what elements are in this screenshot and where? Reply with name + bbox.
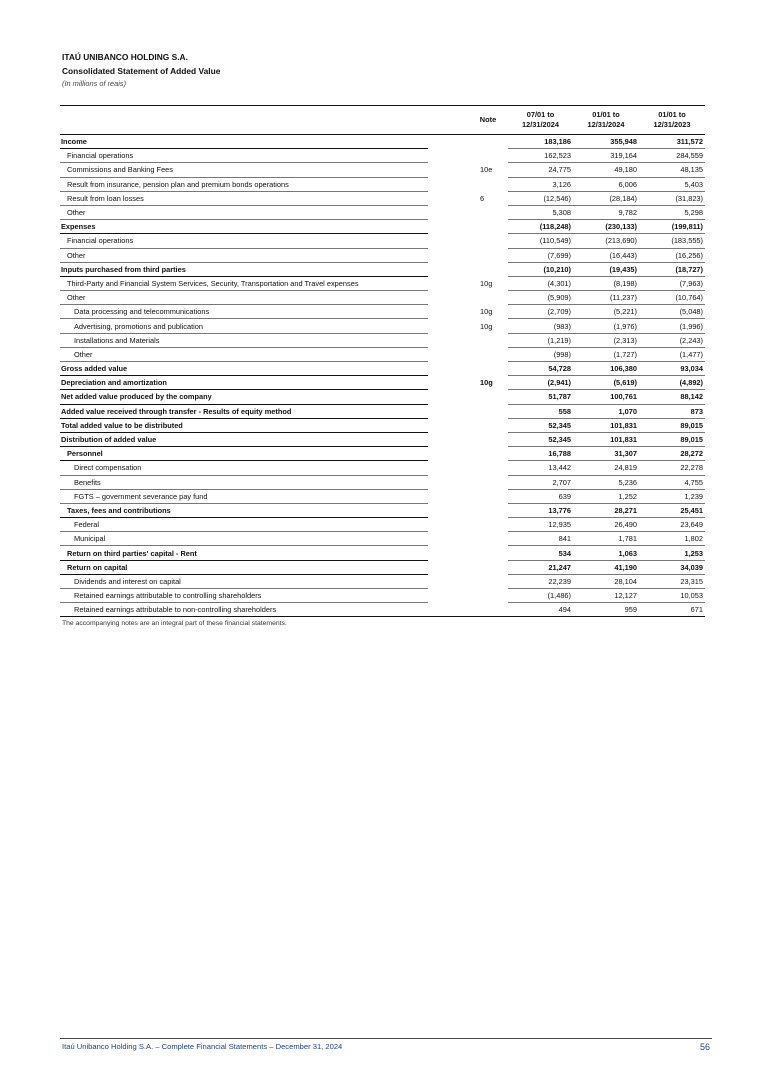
row-label: FGTS – government severance pay fund bbox=[60, 489, 428, 503]
row-note: 10e bbox=[480, 165, 493, 175]
row-value-2024: 9,782 bbox=[573, 205, 639, 219]
header-label-cell bbox=[60, 106, 428, 135]
row-value-2024: (1,727) bbox=[573, 347, 639, 361]
row-label: Return on capital bbox=[60, 560, 428, 574]
row-gap-cell bbox=[428, 560, 468, 574]
row-value-2024: 12,127 bbox=[573, 589, 639, 603]
document-header bbox=[62, 51, 220, 90]
row-gap-cell bbox=[428, 390, 468, 404]
row-label: Dividends and interest on capital bbox=[60, 574, 428, 588]
row-note bbox=[468, 546, 508, 560]
row-value-h2-2024: 494 bbox=[508, 603, 573, 617]
row-value-2023: 23,315 bbox=[639, 574, 705, 588]
row-gap-cell bbox=[428, 319, 468, 333]
row-value-2024: (28,184) bbox=[573, 191, 639, 205]
table-row bbox=[60, 234, 705, 248]
row-value-2023: 311,572 bbox=[639, 135, 705, 149]
row-note bbox=[468, 432, 508, 446]
row-value-2023: 1,239 bbox=[639, 489, 705, 503]
row-gap-cell bbox=[428, 262, 468, 276]
row-note: 10g bbox=[480, 278, 493, 288]
units-note: (In millions of reais) bbox=[62, 79, 127, 88]
row-gap-cell bbox=[428, 503, 468, 517]
row-value-h2-2024: (1,219) bbox=[508, 333, 573, 347]
row-gap-cell bbox=[428, 305, 468, 319]
row-value-2024: 101,831 bbox=[573, 418, 639, 432]
row-note: 10g bbox=[480, 378, 493, 388]
row-note bbox=[468, 503, 508, 517]
table-row bbox=[60, 447, 705, 461]
row-label: Inputs purchased from third parties bbox=[60, 262, 428, 276]
row-note bbox=[468, 333, 508, 347]
table-row bbox=[60, 461, 705, 475]
table-row bbox=[60, 262, 705, 276]
row-gap-cell bbox=[428, 589, 468, 603]
row-note bbox=[468, 461, 508, 475]
row-note bbox=[468, 418, 508, 432]
row-value-h2-2024: 16,788 bbox=[508, 447, 573, 461]
row-value-h2-2024: 841 bbox=[508, 532, 573, 546]
table-row bbox=[60, 276, 705, 290]
row-value-2024: 41,190 bbox=[573, 560, 639, 574]
table-row bbox=[60, 603, 705, 617]
row-value-2023: (7,963) bbox=[639, 276, 705, 290]
row-value-2024: 6,006 bbox=[573, 177, 639, 191]
table-row bbox=[60, 362, 705, 376]
row-note bbox=[468, 135, 508, 149]
row-value-2024: (5,619) bbox=[573, 376, 639, 390]
row-label: Gross added value bbox=[60, 362, 428, 376]
row-value-2024: 5,236 bbox=[573, 475, 639, 489]
row-gap-cell bbox=[428, 475, 468, 489]
row-gap-cell bbox=[428, 432, 468, 446]
row-value-h2-2024: 5,308 bbox=[508, 205, 573, 219]
row-value-h2-2024: 13,776 bbox=[508, 503, 573, 517]
header-note: Note bbox=[468, 106, 508, 135]
row-value-h2-2024: (1,486) bbox=[508, 589, 573, 603]
row-note bbox=[468, 220, 508, 234]
row-note bbox=[468, 404, 508, 418]
page-number: 56 bbox=[699, 1042, 710, 1052]
row-note bbox=[468, 390, 508, 404]
row-label: Personnel bbox=[60, 447, 428, 461]
row-value-2023: 25,451 bbox=[639, 503, 705, 517]
header-period-2023-line1: 01/01 to bbox=[658, 110, 686, 119]
row-value-2024: 1,781 bbox=[573, 532, 639, 546]
row-value-2024: (5,221) bbox=[573, 305, 639, 319]
row-value-2023: 5,403 bbox=[639, 177, 705, 191]
row-value-h2-2024: (998) bbox=[508, 347, 573, 361]
row-value-2023: 23,649 bbox=[639, 518, 705, 532]
row-value-h2-2024: 52,345 bbox=[508, 418, 573, 432]
table-body bbox=[60, 135, 705, 617]
company-name: ITAÚ UNIBANCO HOLDING S.A. bbox=[62, 52, 188, 62]
row-label: Distribution of added value bbox=[60, 432, 428, 446]
row-value-2024: (2,313) bbox=[573, 333, 639, 347]
row-gap-cell bbox=[428, 518, 468, 532]
header-period-h2-2024-line2: 12/31/2024 bbox=[522, 120, 559, 129]
row-value-2024: 106,380 bbox=[573, 362, 639, 376]
table-row bbox=[60, 163, 705, 177]
row-label: Net added value produced by the company bbox=[60, 390, 428, 404]
table-row bbox=[60, 475, 705, 489]
row-label: Other bbox=[60, 248, 428, 262]
row-value-h2-2024: (5,909) bbox=[508, 291, 573, 305]
row-gap-cell bbox=[428, 276, 468, 290]
row-note: 6 bbox=[480, 193, 485, 203]
row-value-h2-2024: 639 bbox=[508, 489, 573, 503]
header-gap-cell bbox=[428, 106, 468, 135]
row-value-h2-2024: (7,699) bbox=[508, 248, 573, 262]
row-label: Other bbox=[60, 205, 428, 219]
row-gap-cell bbox=[428, 248, 468, 262]
row-value-2024: 31,307 bbox=[573, 447, 639, 461]
row-gap-cell bbox=[428, 220, 468, 234]
table-row bbox=[60, 532, 705, 546]
row-label: Commissions and Banking Fees bbox=[60, 163, 428, 177]
row-gap-cell bbox=[428, 362, 468, 376]
row-note bbox=[468, 532, 508, 546]
table-row bbox=[60, 205, 705, 219]
row-value-2023: 4,755 bbox=[639, 475, 705, 489]
row-label: Benefits bbox=[60, 475, 428, 489]
row-value-2023: (10,764) bbox=[639, 291, 705, 305]
row-gap-cell bbox=[428, 603, 468, 617]
row-value-2023: 48,135 bbox=[639, 163, 705, 177]
row-value-h2-2024: 52,345 bbox=[508, 432, 573, 446]
table-row bbox=[60, 489, 705, 503]
table-row bbox=[60, 305, 705, 319]
row-label: Taxes, fees and contributions bbox=[60, 503, 428, 517]
header-period-2024-line1: 01/01 to bbox=[592, 110, 620, 119]
row-value-2023: 1,802 bbox=[639, 532, 705, 546]
row-label: Retained earnings attributable to non-controlling shareholders bbox=[60, 603, 428, 617]
row-value-2024: 319,164 bbox=[573, 149, 639, 163]
row-value-h2-2024: 51,787 bbox=[508, 390, 573, 404]
row-value-2023: 1,253 bbox=[639, 546, 705, 560]
row-value-2023: (16,256) bbox=[639, 248, 705, 262]
added-value-table-wrapper bbox=[60, 105, 705, 617]
row-value-h2-2024: (2,941) bbox=[508, 376, 573, 390]
row-value-2024: 28,271 bbox=[573, 503, 639, 517]
row-value-2023: 34,039 bbox=[639, 560, 705, 574]
row-note bbox=[468, 149, 508, 163]
table-row bbox=[60, 248, 705, 262]
row-value-2023: (2,243) bbox=[639, 333, 705, 347]
row-gap-cell bbox=[428, 333, 468, 347]
row-gap-cell bbox=[428, 135, 468, 149]
row-value-2024: (230,133) bbox=[573, 220, 639, 234]
row-value-2024: 49,180 bbox=[573, 163, 639, 177]
row-gap-cell bbox=[428, 177, 468, 191]
row-value-2023: 5,298 bbox=[639, 205, 705, 219]
row-gap-cell bbox=[428, 376, 468, 390]
row-gap-cell bbox=[428, 447, 468, 461]
header-period-2024-line2: 12/31/2024 bbox=[587, 120, 625, 129]
table-row bbox=[60, 503, 705, 517]
row-gap-cell bbox=[428, 574, 468, 588]
row-label: Retained earnings attributable to controlling shareholders bbox=[60, 589, 428, 603]
row-label: Municipal bbox=[60, 532, 428, 546]
row-value-2023: 89,015 bbox=[639, 432, 705, 446]
row-gap-cell bbox=[428, 404, 468, 418]
footnote: The accompanying notes are an integral part of these financial statements. bbox=[62, 620, 287, 627]
row-note bbox=[468, 234, 508, 248]
row-value-2023: 873 bbox=[639, 404, 705, 418]
table-row bbox=[60, 518, 705, 532]
row-label: Expenses bbox=[60, 220, 428, 234]
row-gap-cell bbox=[428, 205, 468, 219]
row-gap-cell bbox=[428, 163, 468, 177]
table-row bbox=[60, 347, 705, 361]
row-value-2024: 959 bbox=[573, 603, 639, 617]
row-label: Other bbox=[60, 291, 428, 305]
row-note bbox=[468, 262, 508, 276]
row-value-2023: 93,034 bbox=[639, 362, 705, 376]
row-gap-cell bbox=[428, 347, 468, 361]
table-row bbox=[60, 432, 705, 446]
row-note bbox=[468, 518, 508, 532]
row-value-2023: (5,048) bbox=[639, 305, 705, 319]
row-value-h2-2024: 558 bbox=[508, 404, 573, 418]
row-value-h2-2024: 534 bbox=[508, 546, 573, 560]
table-row bbox=[60, 177, 705, 191]
row-value-2023: (1,477) bbox=[639, 347, 705, 361]
row-value-2024: 1,063 bbox=[573, 546, 639, 560]
row-note bbox=[468, 489, 508, 503]
row-note bbox=[468, 560, 508, 574]
statement-title: Consolidated Statement of Added Value bbox=[62, 66, 221, 76]
row-value-2024: 28,104 bbox=[573, 574, 639, 588]
row-label: Federal bbox=[60, 518, 428, 532]
header-period-2023 bbox=[639, 106, 705, 135]
row-label: Financial operations bbox=[60, 149, 428, 163]
table-row bbox=[60, 589, 705, 603]
row-value-h2-2024: (4,301) bbox=[508, 276, 573, 290]
header-period-2023-line2: 12/31/2023 bbox=[653, 120, 691, 129]
table-row bbox=[60, 149, 705, 163]
row-note bbox=[468, 574, 508, 588]
row-value-2024: 101,831 bbox=[573, 432, 639, 446]
row-value-h2-2024: 2,707 bbox=[508, 475, 573, 489]
row-note bbox=[468, 475, 508, 489]
row-note bbox=[468, 177, 508, 191]
row-value-2023: 88,142 bbox=[639, 390, 705, 404]
row-value-2024: 1,252 bbox=[573, 489, 639, 503]
row-note bbox=[468, 291, 508, 305]
row-value-2024: (1,976) bbox=[573, 319, 639, 333]
added-value-table bbox=[60, 105, 705, 617]
table-row bbox=[60, 418, 705, 432]
row-label: Advertising, promotions and publication bbox=[60, 319, 428, 333]
row-value-h2-2024: (12,546) bbox=[508, 191, 573, 205]
row-label: Third-Party and Financial System Services, Security, Transportation and Travel expenses bbox=[60, 276, 428, 290]
table-row bbox=[60, 546, 705, 560]
row-label: Installations and Materials bbox=[60, 333, 428, 347]
row-label: Total added value to be distributed bbox=[60, 418, 428, 432]
table-row bbox=[60, 220, 705, 234]
row-value-h2-2024: 22,239 bbox=[508, 574, 573, 588]
row-value-h2-2024: 21,247 bbox=[508, 560, 573, 574]
row-gap-cell bbox=[428, 191, 468, 205]
row-gap-cell bbox=[428, 532, 468, 546]
row-note bbox=[468, 589, 508, 603]
row-value-2024: (19,435) bbox=[573, 262, 639, 276]
row-label: Added value received through transfer - Results of equity method bbox=[60, 404, 428, 418]
row-label: Return on third parties' capital - Rent bbox=[60, 546, 428, 560]
row-value-2024: (8,198) bbox=[573, 276, 639, 290]
row-gap-cell bbox=[428, 461, 468, 475]
row-gap-cell bbox=[428, 234, 468, 248]
row-value-2023: 10,053 bbox=[639, 589, 705, 603]
table-row bbox=[60, 376, 705, 390]
table-row bbox=[60, 560, 705, 574]
row-value-2023: (4,892) bbox=[639, 376, 705, 390]
table-row bbox=[60, 404, 705, 418]
row-gap-cell bbox=[428, 149, 468, 163]
row-value-h2-2024: (118,248) bbox=[508, 220, 573, 234]
row-value-2023: (183,555) bbox=[639, 234, 705, 248]
row-value-2024: 100,761 bbox=[573, 390, 639, 404]
header-period-h2-2024 bbox=[508, 106, 573, 135]
row-gap-cell bbox=[428, 489, 468, 503]
row-value-2023: 284,559 bbox=[639, 149, 705, 163]
row-value-2023: (199,811) bbox=[639, 220, 705, 234]
header-period-2024 bbox=[573, 106, 639, 135]
row-value-2023: (31,823) bbox=[639, 191, 705, 205]
table-row bbox=[60, 574, 705, 588]
row-value-2023: 28,272 bbox=[639, 447, 705, 461]
table-row bbox=[60, 319, 705, 333]
row-gap-cell bbox=[428, 546, 468, 560]
table-row bbox=[60, 390, 705, 404]
row-label: Data processing and telecommunications bbox=[60, 305, 428, 319]
table-row bbox=[60, 135, 705, 149]
row-value-h2-2024: 54,728 bbox=[508, 362, 573, 376]
row-value-2024: 1,070 bbox=[573, 404, 639, 418]
row-value-2023: 89,015 bbox=[639, 418, 705, 432]
row-gap-cell bbox=[428, 418, 468, 432]
header-period-h2-2024-line1: 07/01 to bbox=[526, 110, 555, 119]
row-value-h2-2024: (110,549) bbox=[508, 234, 573, 248]
row-value-h2-2024: 12,935 bbox=[508, 518, 573, 532]
table-header bbox=[60, 106, 705, 135]
row-value-2024: 24,819 bbox=[573, 461, 639, 475]
row-note: 10g bbox=[480, 321, 493, 331]
row-label: Financial operations bbox=[60, 234, 428, 248]
row-note bbox=[468, 447, 508, 461]
row-value-2024: (16,443) bbox=[573, 248, 639, 262]
table-row bbox=[60, 191, 705, 205]
row-label: Depreciation and amortization bbox=[60, 376, 428, 390]
row-note bbox=[468, 205, 508, 219]
row-value-2023: 671 bbox=[639, 603, 705, 617]
row-value-2023: (18,727) bbox=[639, 262, 705, 276]
row-gap-cell bbox=[428, 291, 468, 305]
row-value-2024: (213,690) bbox=[573, 234, 639, 248]
row-value-2023: (1,996) bbox=[639, 319, 705, 333]
table-row bbox=[60, 291, 705, 305]
row-value-h2-2024: 13,442 bbox=[508, 461, 573, 475]
row-label: Income bbox=[60, 135, 428, 149]
footer-divider bbox=[60, 1038, 712, 1039]
table-row bbox=[60, 333, 705, 347]
row-value-h2-2024: (983) bbox=[508, 319, 573, 333]
row-value-h2-2024: 3,126 bbox=[508, 177, 573, 191]
row-value-h2-2024: (10,210) bbox=[508, 262, 573, 276]
row-label: Result from insurance, pension plan and premium bonds operations bbox=[60, 177, 428, 191]
row-value-h2-2024: 24,775 bbox=[508, 163, 573, 177]
row-value-2024: (11,237) bbox=[573, 291, 639, 305]
row-value-h2-2024: (2,709) bbox=[508, 305, 573, 319]
row-value-2024: 26,490 bbox=[573, 518, 639, 532]
footer-text: Itaú Unibanco Holding S.A. – Complete Financial Statements – December 31, 2024 bbox=[62, 1042, 343, 1051]
row-note bbox=[468, 362, 508, 376]
row-label: Direct compensation bbox=[60, 461, 428, 475]
row-note bbox=[468, 603, 508, 617]
row-note: 10g bbox=[480, 307, 493, 317]
row-note bbox=[468, 347, 508, 361]
row-label: Other bbox=[60, 347, 428, 361]
row-value-h2-2024: 183,186 bbox=[508, 135, 573, 149]
row-label: Result from loan losses bbox=[60, 191, 428, 205]
row-note bbox=[468, 248, 508, 262]
row-value-2023: 22,278 bbox=[639, 461, 705, 475]
row-value-2024: 355,948 bbox=[573, 135, 639, 149]
row-value-h2-2024: 162,523 bbox=[508, 149, 573, 163]
